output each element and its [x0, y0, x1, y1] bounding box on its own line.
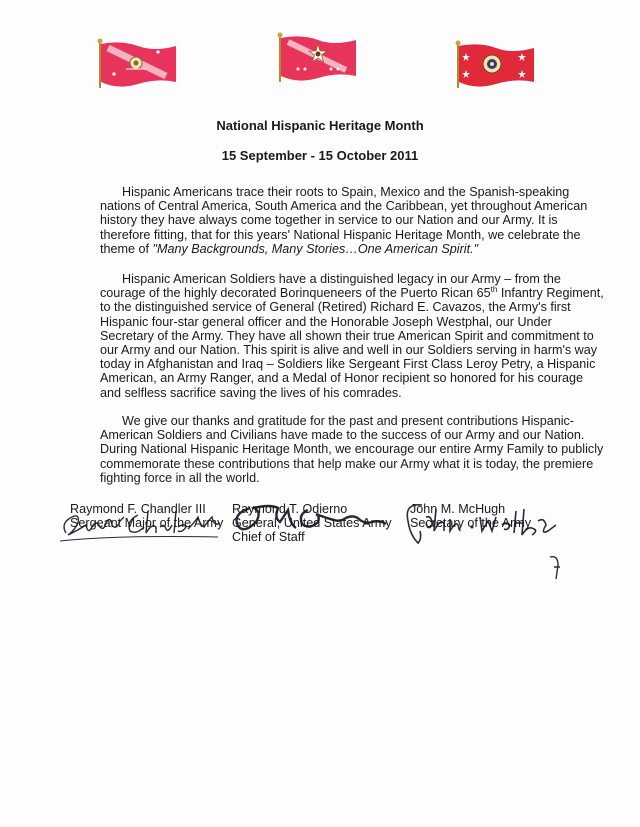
signatory-name: Raymond T. Odierno	[232, 502, 348, 516]
letter-dates: 15 September - 15 October 2011	[221, 148, 419, 163]
signatory-title: Secretary of the Army	[410, 516, 532, 531]
eagle-emblem	[130, 57, 142, 69]
ordinal-suffix: th	[490, 285, 498, 295]
paragraph-2-text-b: Infantry Regiment, to the distinguished service of General (Retired) Richard E. Cavazos, the Army's first Hispanic four-star general officer and the Honorable Joseph Westphal, our Under Secretary of the Army. They have all shown their true American Spirit and commitment to our Army and our Nation. This spirit is alive and well in our Soldiers serving in harm's way today in Afghanistan and Iraq – Soldiers like Sergeant First Class Leroy Petry, a Hispanic American, an Army Ranger, and a Medal of Honor recipient so honored for his courage and selfless sacrifice saving the lives of his comrades.	[100, 286, 604, 400]
signatory-mchugh	[410, 502, 531, 530]
theme-text: "Many Backgrounds, Many Stories…One American Spirit."	[152, 241, 479, 256]
chief-of-staff-flag	[274, 32, 358, 84]
secretary-flag	[452, 40, 536, 90]
paragraph-1	[100, 185, 605, 256]
sergeant-major-flag	[96, 38, 178, 90]
paragraph-3: We give our thanks and gratitude for the past and present contributions Hispanic-American Soldiers and Civilians have made to the success of our Army and our Nation. During National Hispanic Heritage Month, we encourage our entire Army Family to publicly commemorate these contributions that help make our Army what it is today, the premiere fighting force in all the world.	[100, 414, 604, 485]
paragraph-1-text: Hispanic Americans trace their roots to Spain, Mexico and the Spanish-speaking nations of Central America, South America and the Caribbean, yet throughout American history they have always come together in service to our Nation and our Army. It is therefore fitting, that for this years' National Hispanic Heritage Month, we celebrate the theme of	[100, 185, 588, 256]
signatory-name: Raymond F. Chandler III	[70, 502, 206, 516]
seal-emblem	[483, 55, 501, 73]
signatory-title-2: Chief of Staff	[232, 530, 305, 545]
signatory-title: Sergeant Major of the Army	[70, 516, 224, 531]
letter-title: National Hispanic Heritage Month	[216, 118, 424, 133]
signatory-name: John M. McHugh	[410, 502, 506, 516]
paragraph-2	[100, 272, 605, 400]
signatory-chandler	[70, 502, 223, 530]
signatory-title: General, United States Army	[232, 516, 392, 531]
signatory-odierno	[232, 502, 392, 545]
paragraph-2-text-a: Hispanic American Soldiers have a distinguished legacy in our Army – from the courage of the highly decorated Borinqueneers of the Puerto Rican 65	[100, 272, 561, 301]
